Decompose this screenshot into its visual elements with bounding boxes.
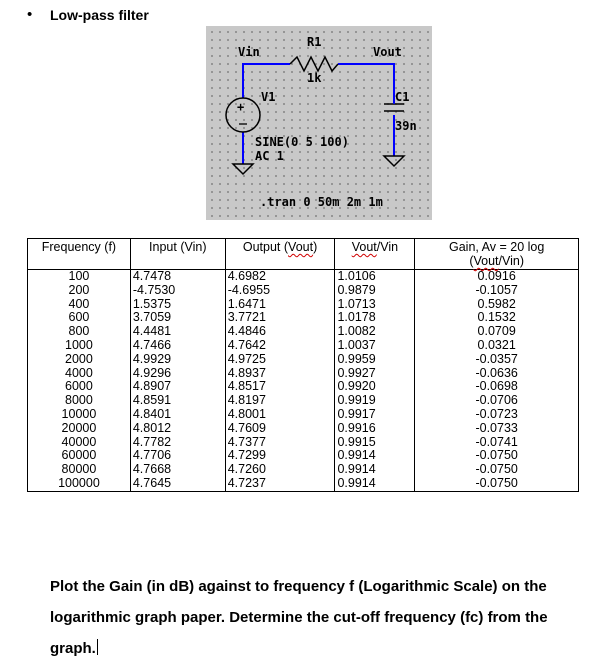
table-cell: 4.8197 <box>225 394 335 408</box>
table-cell: 0.9914 <box>335 449 415 463</box>
source-function: SINE(0 5 100) <box>255 135 349 149</box>
table-cell: 80000 <box>28 463 131 477</box>
table-cell: 4.8517 <box>225 380 335 394</box>
header-input: Input (Vin) <box>130 239 225 270</box>
table-cell: 10000 <box>28 408 131 422</box>
header-ratio: Vout/Vin <box>335 239 415 270</box>
r1-label: R1 <box>307 35 322 49</box>
table-cell: 4.7642 <box>225 339 335 353</box>
table-cell: -0.0698 <box>415 380 579 394</box>
table-cell: 800 <box>28 325 131 339</box>
table-cell: -0.0750 <box>415 449 579 463</box>
table-cell: 4.7299 <box>225 449 335 463</box>
table-row <box>28 449 579 463</box>
table-cell: 0.9914 <box>335 477 415 491</box>
table-cell: 0.9919 <box>335 394 415 408</box>
table-row <box>28 463 579 477</box>
table-cell: -4.7530 <box>130 284 225 298</box>
table-cell: 600 <box>28 311 131 325</box>
v1-label: V1 <box>261 90 276 104</box>
table-row <box>28 394 579 408</box>
table-cell: 20000 <box>28 422 131 436</box>
table-cell: -0.0636 <box>415 367 579 381</box>
table-row <box>28 436 579 450</box>
table-row <box>28 477 579 491</box>
r1-value: 1k <box>307 71 322 85</box>
table-row <box>28 325 579 339</box>
ground-symbol-left <box>233 164 253 174</box>
table-cell: 4.7609 <box>225 422 335 436</box>
table-cell: 200 <box>28 284 131 298</box>
table-cell: 0.9879 <box>335 284 415 298</box>
table-cell: 4.8937 <box>225 367 335 381</box>
table-cell: 1.0106 <box>335 270 415 284</box>
question-text: Plot the Gain (in dB) against to frequency f (Logarithmic Scale) on the logarithmic graph paper. Determine the cut-off frequency (fc) from the graph. <box>50 578 548 657</box>
table-cell: 4.7237 <box>225 477 335 491</box>
table-row <box>28 284 579 298</box>
table-row <box>28 422 579 436</box>
table-cell: 0.0709 <box>415 325 579 339</box>
ground-symbol-right <box>384 156 404 166</box>
table-cell: 8000 <box>28 394 131 408</box>
table-cell: 0.5982 <box>415 298 579 312</box>
table-cell: 0.9915 <box>335 436 415 450</box>
source-plus-sign: + <box>237 100 245 114</box>
table-cell: 4.8012 <box>130 422 225 436</box>
table-cell: 100 <box>28 270 131 284</box>
table-row <box>28 408 579 422</box>
header-gain: Gain, Av = 20 log (Vout/Vin) <box>415 239 579 270</box>
table-cell: 1.0713 <box>335 298 415 312</box>
table-cell: 4.7478 <box>130 270 225 284</box>
table-cell: -0.0750 <box>415 463 579 477</box>
circuit-schematic <box>206 26 432 220</box>
table-cell: 4.8401 <box>130 408 225 422</box>
table-header-row <box>28 239 579 270</box>
table-cell: -0.0741 <box>415 436 579 450</box>
table-cell: 4.8001 <box>225 408 335 422</box>
capacitor-symbol <box>384 103 404 111</box>
header-output: Output (Vout) <box>225 239 335 270</box>
table-cell: -0.0750 <box>415 477 579 491</box>
table-row <box>28 270 579 284</box>
table-cell: 4.9725 <box>225 353 335 367</box>
table-cell: 4.4481 <box>130 325 225 339</box>
table-row <box>28 339 579 353</box>
table-cell: 0.9920 <box>335 380 415 394</box>
table-row <box>28 311 579 325</box>
schematic-drawing <box>206 26 432 220</box>
table-cell: 1.0178 <box>335 311 415 325</box>
table-cell: 4.6982 <box>225 270 335 284</box>
table-cell: 3.7059 <box>130 311 225 325</box>
table-cell: 4.7706 <box>130 449 225 463</box>
table-row <box>28 298 579 312</box>
table-cell: 1000 <box>28 339 131 353</box>
table-cell: 60000 <box>28 449 131 463</box>
table-cell: 4.9929 <box>130 353 225 367</box>
table-cell: 1.5375 <box>130 298 225 312</box>
table-cell: 40000 <box>28 436 131 450</box>
section-heading: Low-pass filter <box>50 7 149 23</box>
table-row <box>28 380 579 394</box>
table-cell: 6000 <box>28 380 131 394</box>
table-cell: 4.7668 <box>130 463 225 477</box>
table-cell: 0.9927 <box>335 367 415 381</box>
tran-directive: .tran 0 50m 2m 1m <box>260 195 383 209</box>
vin-label: Vin <box>238 45 260 59</box>
table-cell: 400 <box>28 298 131 312</box>
table-cell: 1.0037 <box>335 339 415 353</box>
table-cell: 4.7466 <box>130 339 225 353</box>
table-cell: -0.0723 <box>415 408 579 422</box>
vout-label: Vout <box>373 45 402 59</box>
resistor-symbol <box>290 57 338 71</box>
table-cell: -0.0733 <box>415 422 579 436</box>
table-cell: 0.1532 <box>415 311 579 325</box>
table-cell: 0.0916 <box>415 270 579 284</box>
table-cell: 0.9959 <box>335 353 415 367</box>
table-cell: 1.6471 <box>225 298 335 312</box>
table-row <box>28 367 579 381</box>
table-cell: -4.6955 <box>225 284 335 298</box>
source-ac: AC 1 <box>255 149 284 163</box>
table-cell: 4.7377 <box>225 436 335 450</box>
table-cell: 4.7260 <box>225 463 335 477</box>
table-cell: 0.9916 <box>335 422 415 436</box>
table-cell: -0.0706 <box>415 394 579 408</box>
table-cell: 4.7782 <box>130 436 225 450</box>
table-cell: -0.0357 <box>415 353 579 367</box>
table-cell: 3.7721 <box>225 311 335 325</box>
table-cell: 4000 <box>28 367 131 381</box>
table-cell: 0.0321 <box>415 339 579 353</box>
table-row <box>28 353 579 367</box>
table-cell: 1.0082 <box>335 325 415 339</box>
table-cell: 100000 <box>28 477 131 491</box>
measurement-table <box>27 238 579 492</box>
header-frequency: Frequency (f) <box>28 239 131 270</box>
table-cell: 2000 <box>28 353 131 367</box>
table-cell: 4.8907 <box>130 380 225 394</box>
c1-label: C1 <box>395 90 410 104</box>
bullet-marker: • <box>27 6 33 23</box>
table-cell: 4.9296 <box>130 367 225 381</box>
table-cell: 4.4846 <box>225 325 335 339</box>
table-cell: 4.7645 <box>130 477 225 491</box>
table-cell: -0.1057 <box>415 284 579 298</box>
c1-value: 39n <box>395 119 417 133</box>
table-cell: 4.8591 <box>130 394 225 408</box>
table-cell: 0.9914 <box>335 463 415 477</box>
table-cell: 0.9917 <box>335 408 415 422</box>
text-cursor <box>97 639 98 655</box>
